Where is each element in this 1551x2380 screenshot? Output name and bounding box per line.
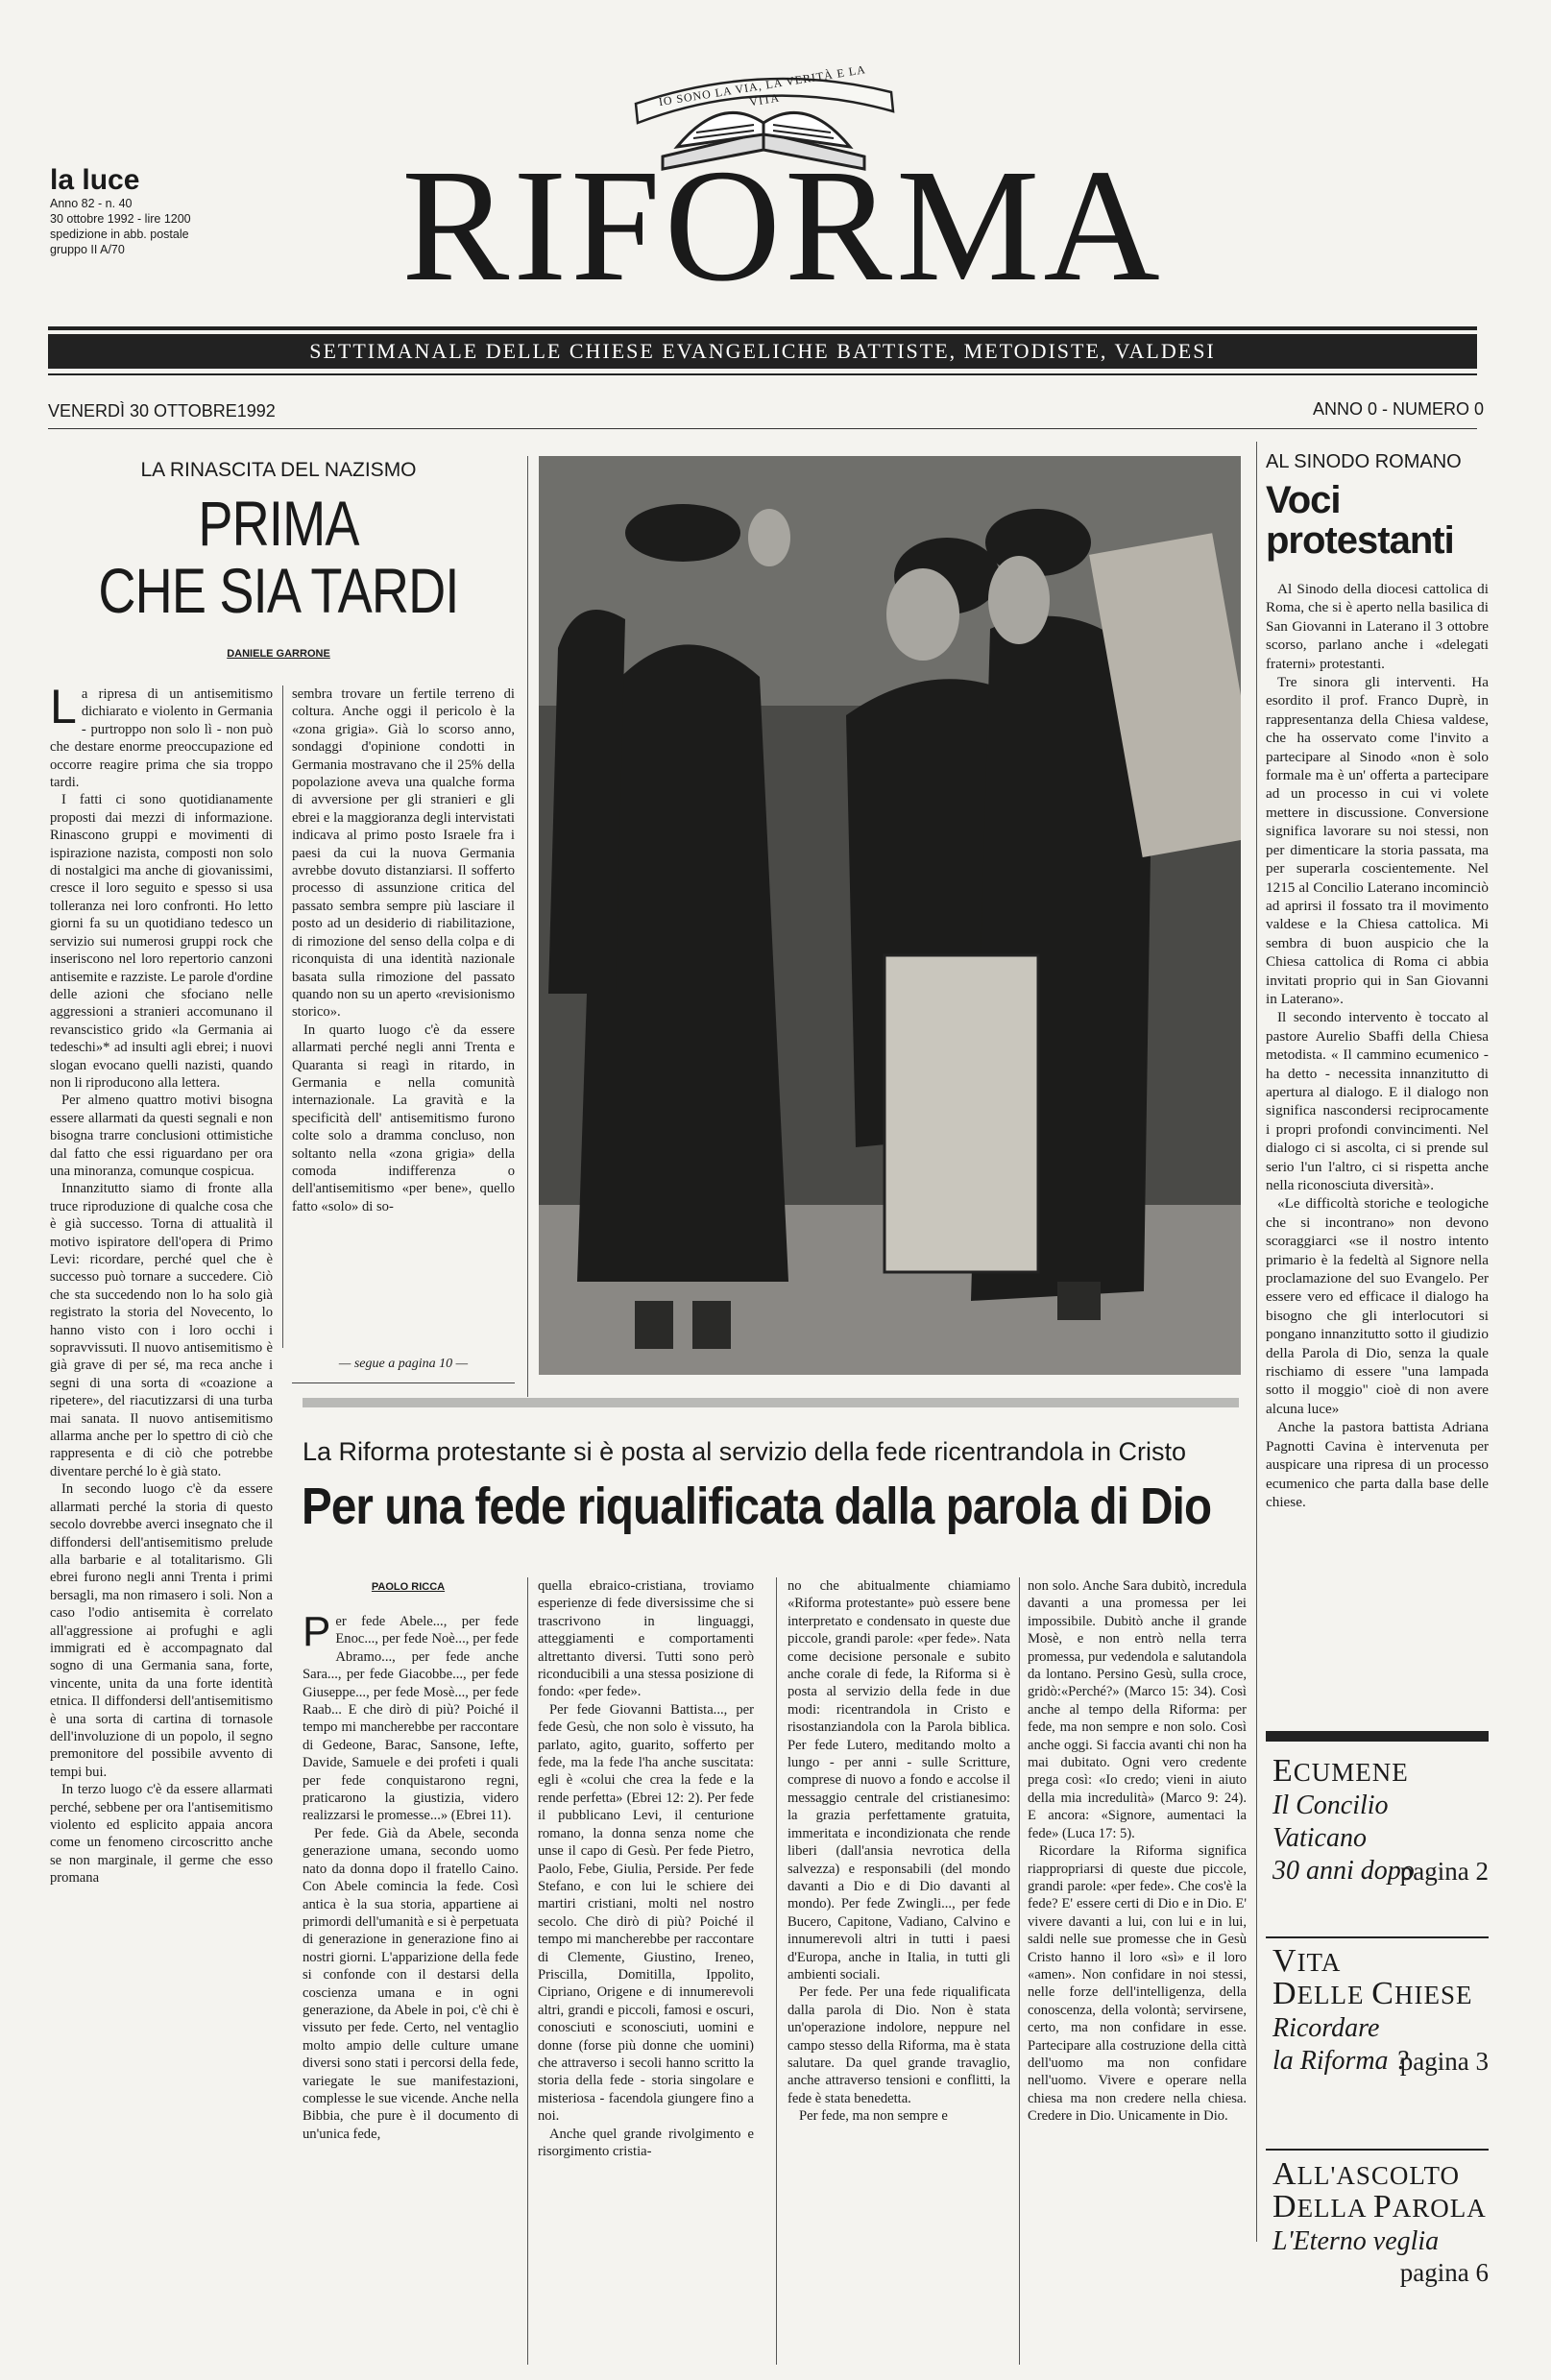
news-photo: [539, 456, 1241, 1375]
paragraph: Anche quel grande rivolgimento e risorgimento cristia-: [538, 2126, 754, 2159]
la-luce-line: gruppo II A/70: [50, 243, 125, 256]
index-box-vita[interactable]: [1272, 1943, 1489, 2077]
masthead-rule-bottom: [48, 373, 1477, 375]
index-box-ascolto[interactable]: [1272, 2156, 1489, 2288]
article-column: [788, 1577, 1010, 2367]
la-luce-title: la luce: [50, 164, 140, 196]
paragraph: In secondo luogo c'è da essere allarmati perché la storia di questo secolo dovrebbe averci insegnato che il diffondersi dell'antisemitismo prelude alla barbarie e al totalitarismo. Gli ebrei furono negli anni Trenta i primi bersagli, ma non rimasero i soli. Non a caso l'odio antisemita è correlato all'aggressione ai profughi e agli immigrati ed è accompagnato dal sogno di una Germania sana, forte, vincente, unita da una forte identità etnica. Il diffondersi dell'antisemitismo è una sorta di cartina di tornasole dell'involuzione di un popolo, il segno premonitore del possibile avvento di tempi bui.: [50, 1481, 273, 1780]
paragraph: Per fede. Già da Abele, seconda generazione umana, secondo uomo nato da donna dopo il fratello Caino. Con Abele comincia la fede. Così antica è la sua storia, appartiene ai primordi dell'umanità e si è perpetuata di generazione in generazione fino ai nostri giorni. L'apparizione della fede si confonde con il destarsi della coscienza umana e in ogni generazione, da Abele in poi, c'è chi è vissuto per fede. Certo, nel ventaglio molto ampio delle culture umane diversi sono stati i percorsi della fede, variegate le sue manifestazioni, complesse le sue vicende. Anche nella Bibbia, che pure è il documento di un'unica fede,: [303, 1825, 519, 2142]
paragraph: Tre sinora gli interventi. Ha esordito il prof. Franco Duprè, in rappresentanza della Chiesa valdese, che ha osservato come l'invito a partecipare al Sinodo «non è solo formale ma è un' offerta a partecipare ad un processo in cui vi volete mettere in discussione. Conversione significa lavorare su noi stessi, non per dimenticare la storia passata, ma per superarla coscientemente. Nel 1215 al Concilio Laterano incominciò ad aprirsi il fossato tra il movimento valdese e la Chiesa cattolica. Mi sembra di buon auspicio che la Chiesa cattolica di Roma ci abbia invitati proprio qui in San Giovanni in Laterano».: [1266, 674, 1489, 1007]
drop-cap: P: [303, 1613, 331, 1655]
index-box-title: ECUMENE: [1272, 1753, 1409, 1789]
paragraph: Al Sinodo della diocesi cattolica di Roma, che si è aperto nella basilica di San Giovanni in Laterano il 3 ottobre scorso, parlano anche i «delegati fraterni» protestanti.: [1266, 581, 1489, 672]
side-headline: Voci protestanti: [1266, 479, 1454, 562]
headline-line: CHE SIA TARDI: [98, 555, 459, 626]
index-rule: [1266, 2149, 1489, 2151]
bottom-byline: PAOLO RICCA: [371, 1581, 446, 1593]
index-rule: [1266, 1936, 1489, 1938]
article-byline: DANIELE GARRONE: [227, 648, 330, 660]
paragraph: quella ebraico-cristiana, troviamo esperienze di fede diversissime che si trascrivono in linguaggi, atteggiamenti e comportamenti altrettanto diversi. Tutti sono però riconducibili a una stessa posizione di fondo: «per fede».: [538, 1578, 754, 1700]
jump-rule: [292, 1382, 515, 1383]
index-box-title-2: DELLA PAROLA: [1272, 2189, 1487, 2224]
logo-motto: IO SONO LA VIA, LA VERITÀ E LA VITA: [657, 62, 867, 109]
section-bar: [303, 1398, 1239, 1407]
index-box-page: pagina 2: [1399, 1857, 1489, 1886]
index-box-title-2: DELLE CHIESE: [1272, 1976, 1473, 2011]
column-rule: [776, 1577, 777, 2365]
index-box-subtitle: Il Concilio Vaticano: [1272, 1791, 1389, 1853]
paragraph-text: a ripresa di un antisemitismo dichiarato e violento in Germania - purtroppo non solo lì - non può che destare enorme preoccupazione ed occorre reagire prima che sia troppo tardi.: [50, 686, 273, 791]
article-column: [538, 1577, 754, 2367]
paragraph: Per fede Giovanni Battista..., per fede Gesù, che non solo è vissuto, ha parlato, agito, guarito, sofferto per fede, ma la fede l'ha anche suscitata: egli è «colui che crea la fede e la rende perfetta» (Ebrei 12: 2). Per fede il pubblicano Levi, il centurione romano, la donna senza nome che unse il capo di Gesù. Per fede Pietro, Paolo, Febe, Giulia, Perside. Per fede Stefano, e con lui le schiere dei martiri cristiani, molti nel nostro secolo. Che dirò di più? Poiché il tempo mi mancherebbe per raccontare di Clemente, Giustino, Ireneo, Priscilla, Domitilla, Ippolito, Cipriano, Origene e di innumerevoli altri, grandi e piccoli, famosi e oscuri, conosciuti e sconosciuti, uomini e donne (forse più donne che uomini) che attraverso i secoli hanno scritto la storia della fede - storia singolare e misteriosa - facendola giungere fino a noi.: [538, 1701, 754, 2125]
paragraph: non solo. Anche Sara dubitò, incredula davanti a una promessa per lei impossibile. Dubitò anche il grande Mosè, e non entrò nella terra promessa, pur vedendola e salutandola da lontano. Persino Gesù, sulla croce, gridò:«Perché?» (Marco 15: 34). Così anche al tempo della Riforma: per fede, ma non sempre e non solo. Così anche oggi. Si faccia avanti chi non ha mai dubitato. Ogni vero credente prega così: «Io credo; vieni in aiuto della mia incredulità» (Marco 9: 24). E ancora: «Signore, aumentaci la fede» (Luca 17: 5).: [1028, 1578, 1247, 1841]
issue-number: ANNO 0 - NUMERO 0: [1312, 399, 1484, 419]
newspaper-title: [384, 136, 1181, 315]
paragraph: [303, 1613, 519, 1825]
drop-cap: L: [50, 685, 77, 733]
issue-date: VENERDÌ 30 OTTOBRE1992: [48, 401, 276, 421]
index-bar: [1266, 1731, 1489, 1742]
paragraph: Per fede. Per una fede riqualificata dalla parola di Dio. Non è stata un'operazione indolore, neppure nel campo stesso della Riforma, ma è stata salutare. Da quel grande travaglio, anche attraverso tensioni e conflitti, la fede è stata benedetta.: [788, 1984, 1010, 2106]
index-box-subtitle: 30 anni dopo: [1272, 1856, 1415, 1886]
column-rule: [527, 456, 528, 1397]
index-box-title: ALL'ASCOLTO: [1272, 2156, 1460, 2192]
paragraph: Per fede, ma non sempre e: [799, 2108, 948, 2125]
paragraph: In quarto luogo c'è da essere allarmati perché negli anni Trenta e Quaranta si reagì in ritardo, in Germania e nella comunità internazionale. La gravità e la specificità dell' antisemitismo furono colte solo a dramma concluso, non soltanto nella «zona grigia» della comoda indifferenza o dell'antisemitismo «per bene», quello fatto «solo» di so-: [292, 1022, 515, 1214]
column-rule: [282, 685, 283, 1348]
index-box-page: pagina 6: [1399, 2258, 1489, 2287]
paragraph-text: er fede Abele..., per fede Enoc..., per fede Noè..., per fede Abramo..., per fede anche Sara..., per fede Giacobbe..., per fede Giuseppe..., per fede Mosè..., per fede Raab... E che dirò di più? Poiché il tempo mi mancherebbe per raccontare di Gedeone, Barac, Sansone, Iefte, Davide, Samuele e dei profeti i quali per fede conquistarono regni, praticarono la giustizia, videro realizzarsi le promesse...» (Ebrei 11).: [303, 1614, 519, 1824]
paragraph: Il secondo intervento è toccato al pastore Aurelio Sbaffi della Chiesa metodista. « Il cammino ecumenico - ha detto - necessita innanzitutto di apertura al dialogo. E il dialogo non significa nascondersi reciprocamente i propri profondi convincimenti. Nel dialogo ci si ascolta, ci si prende sul serio l'un l'altro, ci si rispetta anche nella riconosciuta diversità».: [1266, 1009, 1489, 1193]
paragraph: In terzo luogo c'è da essere allarmati perché, sebbene per ora l'antisemitismo violento ed esplicito appaia ancora come un fenomeno circoscritto anche se non marginale, il germe che esso promana: [50, 1782, 273, 1887]
newspaper-title-text: RIFORMA: [401, 136, 1164, 315]
date-rule: [48, 428, 1477, 429]
index-box-subtitle: L'Eterno veglia: [1272, 2226, 1440, 2256]
paragraph: [50, 685, 273, 791]
article-headline: [48, 490, 509, 624]
paragraph: «Le difficoltà storiche e teologiche che si incontrano» non devono scoraggiarci «se il nostro intento primario è la fedeltà al Signore nella proclamazione del suo Evangelo. Per essere vero ed efficace il dialogo ha bisogno che gli interlocutori si pongano innanzitutto sotto il giudizio della Parola di Dio, senza la quale rischiamo di essere "una lampada sotto il moggio" cioè di non avere alcuna luce»: [1266, 1195, 1489, 1417]
continued-on-page: — segue a pagina 10 —: [338, 1357, 469, 1371]
index-box-subtitle: Ricordare: [1272, 2013, 1380, 2043]
la-luce-line: Anno 82 - n. 40: [50, 197, 133, 210]
article-column: [303, 1613, 519, 2367]
column-rule: [527, 1577, 528, 2365]
paragraph: I fatti ci sono quotidianamente proposti dai mezzi di informazione. Rinascono gruppi e movimenti di ispirazione nazista, composti non solo di nostalgici ma anche di giovanissimi, cresce il loro seguito e spesso si usa tolleranza nei loro confronti. Ho letto giorni fa su un quotidiano tedesco un servizio sui numerosi gruppi rock che inseriscono nel loro repertorio canzoni antisemite e razziste. Le parole d'ordine delle azioni che sfociano nelle aggressioni a stranieri accomunano il revanscistico grido «la Germania ai tedeschi»* ad insulti agli ebrei; i nuovi slogan evocano quelli nazisti, quando non li riproducono alla lettera.: [50, 792, 273, 1091]
paragraph: Anche la pastora battista Adriana Pagnotti Cavina è intervenuta per auspicare una ripresa di un processo ecumenico che parta dalla base delle chiese.: [1266, 1419, 1489, 1510]
column-rule: [1019, 1577, 1020, 2365]
side-kicker: AL SINODO ROMANO: [1266, 451, 1462, 472]
masthead-subtitle: SETTIMANALE DELLE CHIESE EVANGELICHE BATTISTE, METODISTE, VALDESI: [48, 334, 1477, 369]
paragraph: no che abitualmente chiamiamo «Riforma protestante» può essere bene interpretato e condensato in queste due piccole, grandi parole: «per fede». Nata come decisione personale e subito anche corale di fede, la Riforma si è posta al servizio della fede in due modi: ricentrandola in Cristo e risostanziandola con la Parola biblica. Per fede Lutero, meditando molto a lungo - per anni - sulle Scritture, comprese di nuovo a fondo e accolse il messaggio centrale del cristianesimo: la grazia perfettamente gratuita, immeritata e incondizionata che rende liberi (dall'ansia nevrotica della salvezza) e responsabili (del mondo davanti a Dio e di Dio davanti al mondo). Per fede Zwingli..., per fede Bucero, Capitone, Vadiano, Calvino e innumerevoli altri in tutti i paesi d'Europa, anche in Italia, in tutti gli ambienti sociali.: [788, 1578, 1010, 1983]
la-luce-line: 30 ottobre 1992 - lire 1200: [50, 212, 191, 226]
side-article-text: [1266, 580, 1489, 1718]
article-column: [1028, 1577, 1247, 2367]
index-box-page: pagina 3: [1399, 2047, 1489, 2076]
bottom-headline: Per una fede riqualificata dalla parola di Dio: [302, 1478, 1212, 1535]
photo-illustration: [539, 456, 1241, 1375]
index-box-title: VITA: [1272, 1943, 1342, 1979]
article-column: [50, 685, 273, 2361]
column-divider: [1256, 442, 1257, 2242]
bottom-subheadline: La Riforma protestante si è posta al servizio della fede ricentrandola in Cristo: [303, 1437, 1186, 1466]
index-box-subtitle: la Riforma ?: [1272, 2046, 1409, 2076]
headline-line: PRIMA: [198, 488, 359, 559]
la-luce-line: spedizione in abb. postale: [50, 228, 189, 241]
paragraph: Ricordare la Riforma significa riappropriarsi di queste due piccole, grandi parole: «per fede». Che cos'è la fede? E' essere certi di Dio e in Dio. E' vivere davanti a lui, con lui e in lui, saldi nelle sue promesse che in Gesù Cristo hanno il loro «sì» e il loro «amen». Non confidare in noi stessi, nelle forze dell'intelligenza, della conoscenza, della volontà; servirsene, certo, ma non confidare in esse. Partecipare alla costruzione della città dell'uomo ma non confidare nell'uomo. Vivere e operare nella chiesa ma non credere nella chiesa. Credere in Dio. Unicamente in Dio.: [1028, 1843, 1247, 2125]
article-column: [292, 685, 515, 1353]
article-kicker: LA RINASCITA DEL NAZISMO: [140, 459, 417, 481]
paragraph: Innanzitutto siamo di fronte alla truce riproduzione di qualche cosa che è già successo. Torna di attualità il motivo ispiratore dell'opera di Primo Levi: ricordare, perché quel che è successo può tornare a succedere. Ciò che sta succedendo non lo ha solo già registrato la storia del Novecento, lo hanno visto con i loro occhi i sopravvissuti. Il nuovo antisemitismo è già grave di per sé, ma reca anche i segni di una sorta di «coazione a ripetere», del riacutizzarsi di una turba mai sanata. Il nuovo antisemitismo allarma anche per lo spettro di ciò che rappresenta e di ciò che potrebbe diventare perché lo è già stato.: [50, 1181, 273, 1479]
la-luce-block: [50, 165, 223, 257]
index-box-ecumene[interactable]: [1272, 1753, 1489, 1887]
paragraph: sembra trovare un fertile terreno di coltura. Anche oggi il pericolo è la «zona grigia». Già lo scorso anno, sondaggi d'opinione condotti in Germania mostravano che il 25% della popolazione aveva una qualche forma di avversione per gli stranieri e gli ebrei e la maggioranza degli intervistati indicava al primo posto Israele fra i paesi da cui la nuova Germania avrebbe dovuto distanziarsi. Il sofferto processo di assunzione critica del passato sembra sempre più lasciare il posto ad un desiderio di riabilitazione, di rimozione del senso della colpa e di riconquista di una identità nazionale basata sulla rimozione del passato quando non su un aperto «revisionismo storico».: [292, 686, 515, 1021]
paragraph: Per almeno quattro motivi bisogna essere allarmati da questi segnali e non bisogna trarre conclusioni ottimistiche dal fatto che essi riguardano per ora una minoranza, comunque cospicua.: [50, 1093, 273, 1179]
masthead-rule-top: [48, 326, 1477, 330]
